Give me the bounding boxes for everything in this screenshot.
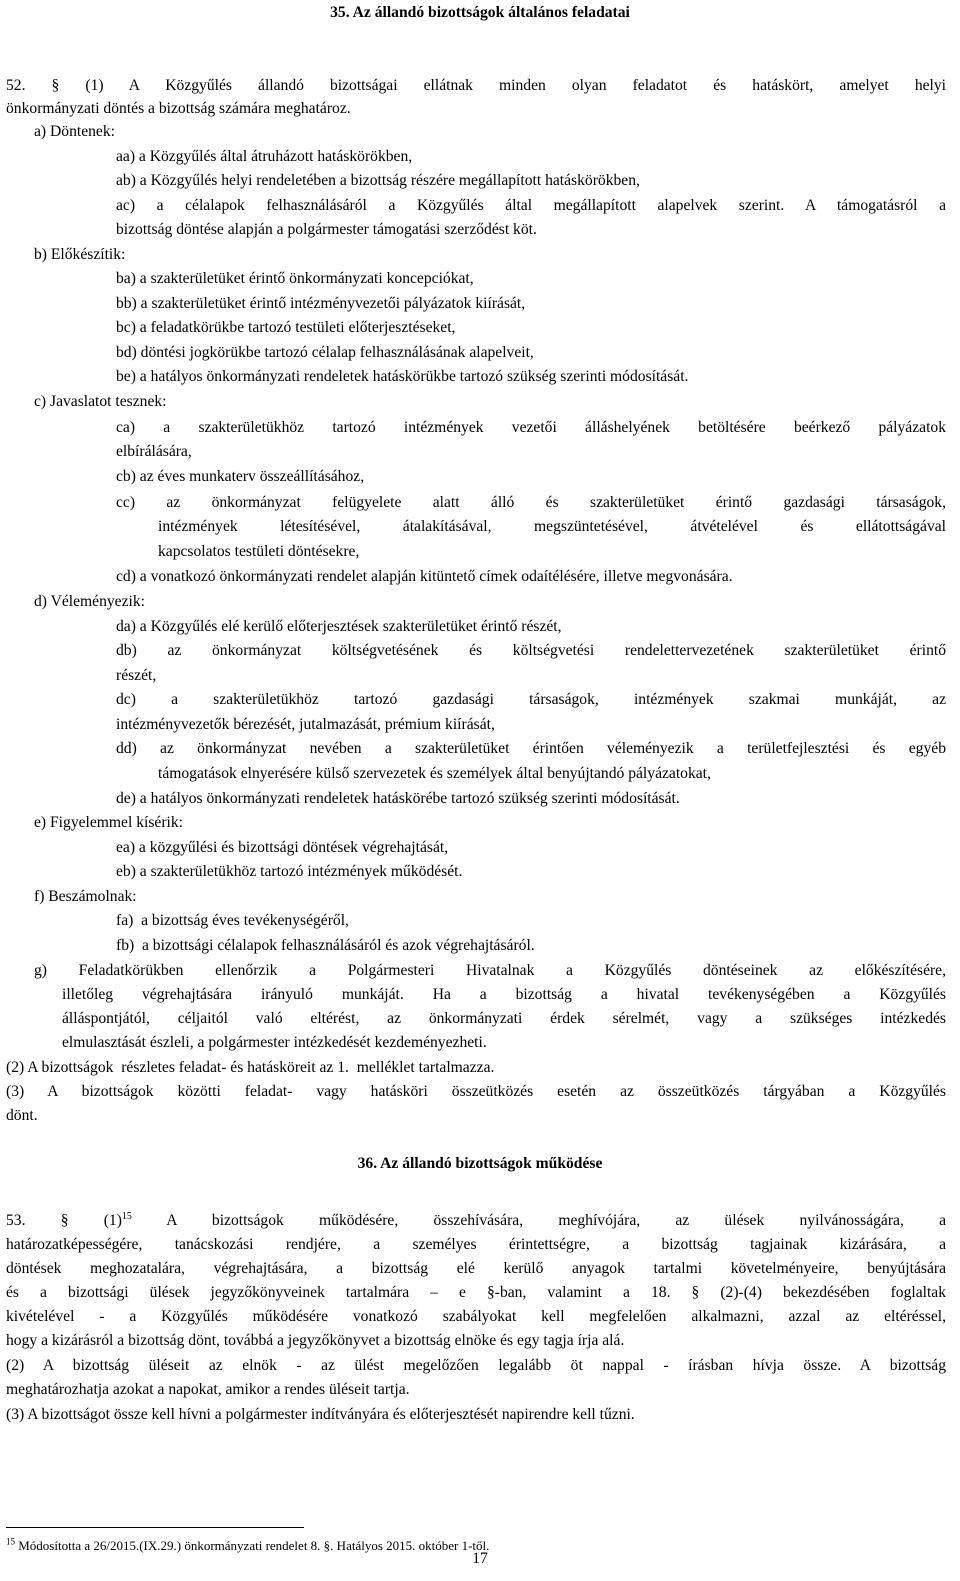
page-number: 17 xyxy=(472,1550,488,1567)
point-db-line: részét, xyxy=(116,667,157,684)
point-bc: bc) a feladatkörükbe tartozó testületi előterjesztéseket, xyxy=(116,319,456,336)
point-b-title: b) Előkészítik: xyxy=(34,246,126,263)
point-de: de) a hatályos önkormányzati rendeletek hatáskörébe tartozó szükség szerinti módosítását. xyxy=(116,790,680,807)
paragraph-53-number: 53. § (1) xyxy=(6,1212,122,1229)
paragraph-52-3-line: dönt. xyxy=(6,1107,38,1124)
point-cc-line: intézmények létesítésével, átalakításával, megszüntetésével, átvételével és ellátottságával xyxy=(158,518,946,535)
point-fa: fa) a bizottság éves tevékenységéről, xyxy=(116,912,349,929)
point-dc-line: intézményvezetők bérezését, jutalmazását, prémium kiírását, xyxy=(116,716,495,733)
point-e-title: e) Figyelemmel kísérik: xyxy=(34,814,183,831)
point-db-line: db) az önkormányzat költségvetésének és költségvetési rendelettervezetének szakterületüket érintő xyxy=(116,642,946,659)
point-ea: ea) a közgyűlési és bizottsági döntések végrehajtását, xyxy=(116,839,449,856)
point-ca-line: ca) a szakterületükhöz tartozó intézmények vezetői álláshelyének betöltésére beérkező pályázatok xyxy=(116,419,946,436)
point-c-title: c) Javaslatot tesznek: xyxy=(34,393,167,410)
paragraph-52-line: 52. § (1) A Közgyűlés állandó bizottságai ellátnak minden olyan feladatot és hatáskört, amelyet helyi xyxy=(6,77,946,94)
point-g-line: illetőleg végrehajtására irányuló munkáját. Ha a bizottság a hivatal tevékenységében a Közgyűlés xyxy=(62,986,946,1003)
paragraph-53-3: (3) A bizottságot össze kell hívni a polgármester indítványára és előterjesztését napirendre kell tűzni. xyxy=(6,1406,635,1423)
paragraph-53-line xyxy=(6,1210,946,1232)
point-ca-line: elbírálására, xyxy=(116,443,192,460)
point-cb: cb) az éves munkaterv összeállításához, xyxy=(116,468,365,485)
point-be: be) a hatályos önkormányzati rendeletek hatáskörükbe tartozó szükség szerinti módosítását. xyxy=(116,368,689,385)
footnote-number: 15 xyxy=(6,1536,15,1547)
point-fb: fb) a bizottsági célalapok felhasználásáról és azok végrehajtásáról. xyxy=(116,937,535,954)
point-g-line: álláspontjától, céljaitól való eltérést, az önkormányzati érdek sérelmét, vagy a szükséges intézkedés xyxy=(62,1010,946,1027)
point-ba: ba) a szakterületüket érintő önkormányzati koncepciókat, xyxy=(116,270,474,287)
paragraph-52-line: önkormányzati döntés a bizottság számára meghatároz. xyxy=(6,100,351,117)
paragraph-53-line: kivételével - a Közgyűlés működésére vonatkozó szabályokat kell megfelelően alkalmazni, azzal az eltéréssel, xyxy=(6,1308,946,1325)
section-36-heading: 36. Az állandó bizottságok működése xyxy=(357,1155,603,1172)
point-g-line: g) Feladatkörükben ellenőrzik a Polgármesteri Hivatalnak a Közgyűlés döntéseinek az előkészítésére, xyxy=(34,962,946,979)
paragraph-53-text: A bizottságok működésére, összehívására, meghívójára, az ülések nyilvánosságára, a xyxy=(131,1212,946,1229)
point-eb: eb) a szakterületükhöz tartozó intézmények működését. xyxy=(116,863,463,880)
paragraph-53-line: hogy a kizárásról a bizottság dönt, továbbá a jegyzőkönyvet a bizottság elnöke és egy tagja írja alá. xyxy=(6,1332,625,1349)
point-dc-line: dc) a szakterületükhöz tartozó gazdasági társaságok, intézmények szakmai munkáját, az xyxy=(116,691,946,708)
point-cc-line: kapcsolatos testületi döntésekre, xyxy=(158,543,360,560)
paragraph-53-line: döntések meghozatalára, végrehajtására, a bizottság elé kerülő anyagok tartalmi követelményeire, benyújtására xyxy=(6,1260,946,1277)
point-ac-line: ac) a célalapok felhasználásáról a Közgyűlés által megállapított alapelvek szerint. A támogatásról a xyxy=(116,197,946,214)
point-dd-line: támogatások elnyerésére külső szervezetek és személyek által benyújtandó pályázatokat, xyxy=(158,765,711,782)
point-d-title: d) Véleményezik: xyxy=(34,593,145,610)
point-f-title: f) Beszámolnak: xyxy=(34,888,137,905)
point-cc-line: cc) az önkormányzat felügyelete alatt álló és szakterületüket érintő gazdasági társaságok, xyxy=(116,494,946,511)
point-ac-line: bizottság döntése alapján a polgármester támogatási szerződést köt. xyxy=(116,221,537,238)
point-bd: bd) döntési jogkörükbe tartozó célalap felhasználásának alapelveit, xyxy=(116,344,534,361)
section-35-heading: 35. Az állandó bizottságok általános feladatai xyxy=(330,4,630,21)
point-a-title: a) Döntenek: xyxy=(34,123,115,140)
footnote-separator xyxy=(6,1527,304,1528)
point-bb: bb) a szakterületüket érintő intézményvezetői pályázatok kiírását, xyxy=(116,295,526,312)
paragraph-52-3-line: (3) A bizottságok közötti feladat- vagy hatásköri összeütközés esetén az összeütközés tárgyában a Közgyűlés xyxy=(6,1083,946,1100)
paragraph-52-2: (2) A bizottságok részletes feladat- és hatásköreit az 1. melléklet tartalmazza. xyxy=(6,1059,495,1076)
point-ab: ab) a Közgyűlés helyi rendeletében a bizottság részére megállapított hatáskörökben, xyxy=(116,172,640,189)
point-dd-line: dd) az önkormányzat nevében a szakterületüket érintően véleményezik a területfejlesztési és egyéb xyxy=(116,740,946,757)
point-da: da) a Közgyűlés elé kerülő előterjesztések szakterületüket érintő részét, xyxy=(116,618,562,635)
paragraph-53-2-line: (2) A bizottság üléseit az elnök - az ülést megelőzően legalább öt nappal - írásban hívja össze. A bizottság xyxy=(6,1357,946,1374)
paragraph-53-line: és a bizottsági ülések jegyzőkönyveinek tartalmára – e §-ban, valamint a 18. § (2)-(4) bekezdésében foglaltak xyxy=(6,1284,946,1301)
footnote-text: Módosította a 26/2015.(IX.29.) önkormányzati rendelet 8. §. Hatályos 2015. október 1-től. xyxy=(15,1538,490,1553)
paragraph-53-2-line: meghatározhatja azokat a napokat, amikor a rendes üléseit tartja. xyxy=(6,1381,410,1398)
paragraph-53-line: határozatképességére, tanácskozási rendjére, a személyes érintettségre, a bizottság tagjainak kizárására, a xyxy=(6,1236,946,1253)
point-g-line: elmulasztását észleli, a polgármester intézkedését kezdeményezheti. xyxy=(62,1034,487,1051)
point-cd: cd) a vonatkozó önkormányzati rendelet alapján kitüntető címek odaítélésére, illetve megvonására. xyxy=(116,568,733,585)
point-aa: aa) a Közgyűlés által átruházott hatáskörökben, xyxy=(116,148,413,165)
footnote-reference[interactable]: 15 xyxy=(121,1210,132,1222)
